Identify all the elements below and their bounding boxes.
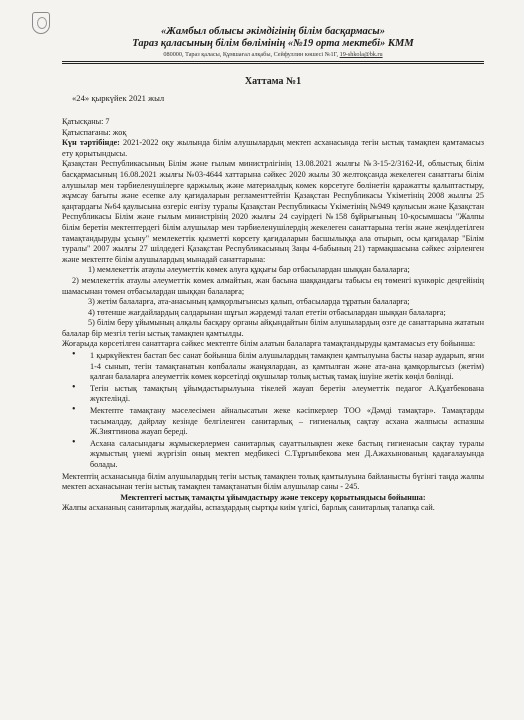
email-link[interactable]: 19-shkola@bk.ru bbox=[339, 51, 383, 58]
header-divider bbox=[62, 61, 484, 62]
category-item: 5) білім беру ұйымының алқалы басқару органы айқындайтын білім алушылардың өзге де санаттарына жататын балалар бір мезгіл тегін ыстық тамақпен қамтылды. bbox=[62, 318, 484, 338]
address-text: 080000, Тараз қаласы, Құмшағал алқабы, Сейфуллин көшесі №1Г, bbox=[163, 51, 340, 58]
category-item: 1) мемлекеттік атаулы әлеуметтік көмек алуға құқығы бар отбасылардан шыққан балаларға; bbox=[88, 265, 410, 275]
emblem-icon bbox=[32, 12, 50, 34]
list-item: • Асхана саласындағы жұмыскерлермен санитарлық сауаттылықпен жеке бастың гигиенасын сақтау туралы жұмыстың үнемі жүргізіп оның мектеп медбикесі С.Тұрғынбекова мен Д.Ажахынованың қадағалауында болады. bbox=[90, 439, 484, 471]
section-text: Жалпы асхананың санитарлық жағдайы, аспаздардың сыртқы киім үлгісі, барлық санитарлық талапқа сай. bbox=[62, 503, 435, 513]
agenda bbox=[62, 138, 484, 159]
header-divider-secondary bbox=[62, 63, 484, 64]
main-paragraph: Қазақстан Республикасының Білім және ғылым министрлігінің 13.08.2021 жылғы №3-15-2/3162-И, облыстық білім басқармасының 16.08.2021 жылғы №03-4644 хаттарына сәйкес 2020 жылы 30 желтоқсанда жекелеген санаттағы білім алушылар мен тәрбиеленушілерге қаржылық және материалдық көмек көрсетуге бөлінетін қаражатты қалыптастыру, жұмсау бағыты және есепке алу қағидаларын регламенттейтін Қазақстан Республикасы Үкіметінің 2008 жылғы 25 қаңтардағы №64 қаулысына өзгеріс енгізу туралы Қазақстан Республикасы Үкіметінің №949 қаулысын және Қазақстан Республикасы Білім және ғылым министрінің 2020 жылғы 24 сәуірдегі №158 бұйрығының 10-қосымшасы "Жалпы білім беретін мектептердегі білім алушылар мен тәрбиеленушілердің жекелеген санаттарына тегін және жеңілдетілген тамақтандыруды ұсыну" мемлекеттік қызметті көрсету қағидаларын басшылыққа ала отырып, осы қағидалар "Білім туралы" 2007 жылғы 27 шілдедегі Қазақстан Республикасының Заңы 4-бабының 21) тармақшасына сәйкес әзірленген және мектепте білім алушылардың мынадай санаттарына: bbox=[62, 159, 484, 264]
document-body bbox=[62, 117, 484, 514]
measures-list bbox=[62, 351, 484, 471]
category-item: 4) төтенше жағдайлардың салдарынан шұғыл жәрдемді талап ететін отбасылардан шыққан балаларға; bbox=[88, 307, 446, 317]
attendance-absent: Қатыспағаны: жоқ bbox=[62, 127, 127, 137]
category-item: 3) жетім балаларға, ата-анасының қамқорлығынсыз қалып, отбасыларда тұратын балаларға; bbox=[88, 297, 410, 307]
letterhead-line2: Тараз қаласының білім бөлімінің «№19 орта мектебі» КММ bbox=[132, 38, 414, 49]
letterhead-line1: «Жамбыл облысы әкімдігінің білім басқармасы» bbox=[161, 26, 385, 37]
summary-paragraph: Мектептің асханасында білім алушылардың тегін ыстық тамақпен толық қамтылуына байланысты бүгінгі таңда жалпы мектеп асханасынан тегін ыстық тамақпен тамақтанатын білім алушылар саны - 245. bbox=[62, 471, 484, 492]
list-item: • 1 қыркүйектен бастап бес санат бойынша білім алушылардың тамақпен қамтылуына басты назар аударып, яғни 1-4 сынып, тегін тамақтанатын көпбалалы жанұялардан, аз қамтылған және ата-ана қамқорлығсыз (жетім) қалған балаларға әлеуметтік көмек көрсетілді оқушылар толық ыстық тамақ ішуіне жетік көңіл бөлінді. bbox=[90, 351, 484, 383]
agenda-text: 2021-2022 оқу жылында білім алушылардың мектеп асханасында тегін ыстық тамақпен қамтамасыз ету қорытындысы. bbox=[62, 138, 485, 158]
document-title: Хаттама №1 bbox=[244, 76, 302, 87]
section-heading: Мектептегі ыстық тамақты ұйымдастыру және тексеру қорытындысы бойынша: bbox=[120, 492, 426, 502]
attendance-present: Қатысқаны: 7 bbox=[62, 117, 110, 126]
list-item: • Мектепте тамақтану мәселесімен айналысатын жеке кәсіпкерлер ТОО «Дәмді тамақтар». Тамақтарды тасымалдау, дайрлау кезінде белгіленген санитарлық – гигиеналық сақтау асхана жалпысы аспазшы Ж.Зияттинова жауап береді. bbox=[90, 406, 484, 438]
letterhead bbox=[62, 26, 484, 59]
document-date: «24» қыркүйек 2021 жыл bbox=[72, 93, 165, 103]
agenda-label: Күн тәртібінде: bbox=[62, 138, 120, 148]
category-item: 2) мемлекеттік атаулы әлеуметтік көмек алмайтын, жан басына шаққандағы табысы ең төменгі күнкөріс деңгейінің шамасынан төмен отбасылардан шыққан балаларға; bbox=[62, 275, 484, 296]
focus-paragraph: Жоғарыда көрсетілген санаттарға сәйкес мектепте білім алатын балаларға тамақтандыруды қамтамасыз ету бойынша: bbox=[62, 339, 476, 349]
list-item: • Тегін ыстық тамақтың ұйымдастырылуына тікелей жауап беретін әлеуметтік педагог А.Құатбекована жүктелінді. bbox=[90, 384, 484, 405]
letterhead-address bbox=[62, 50, 484, 59]
